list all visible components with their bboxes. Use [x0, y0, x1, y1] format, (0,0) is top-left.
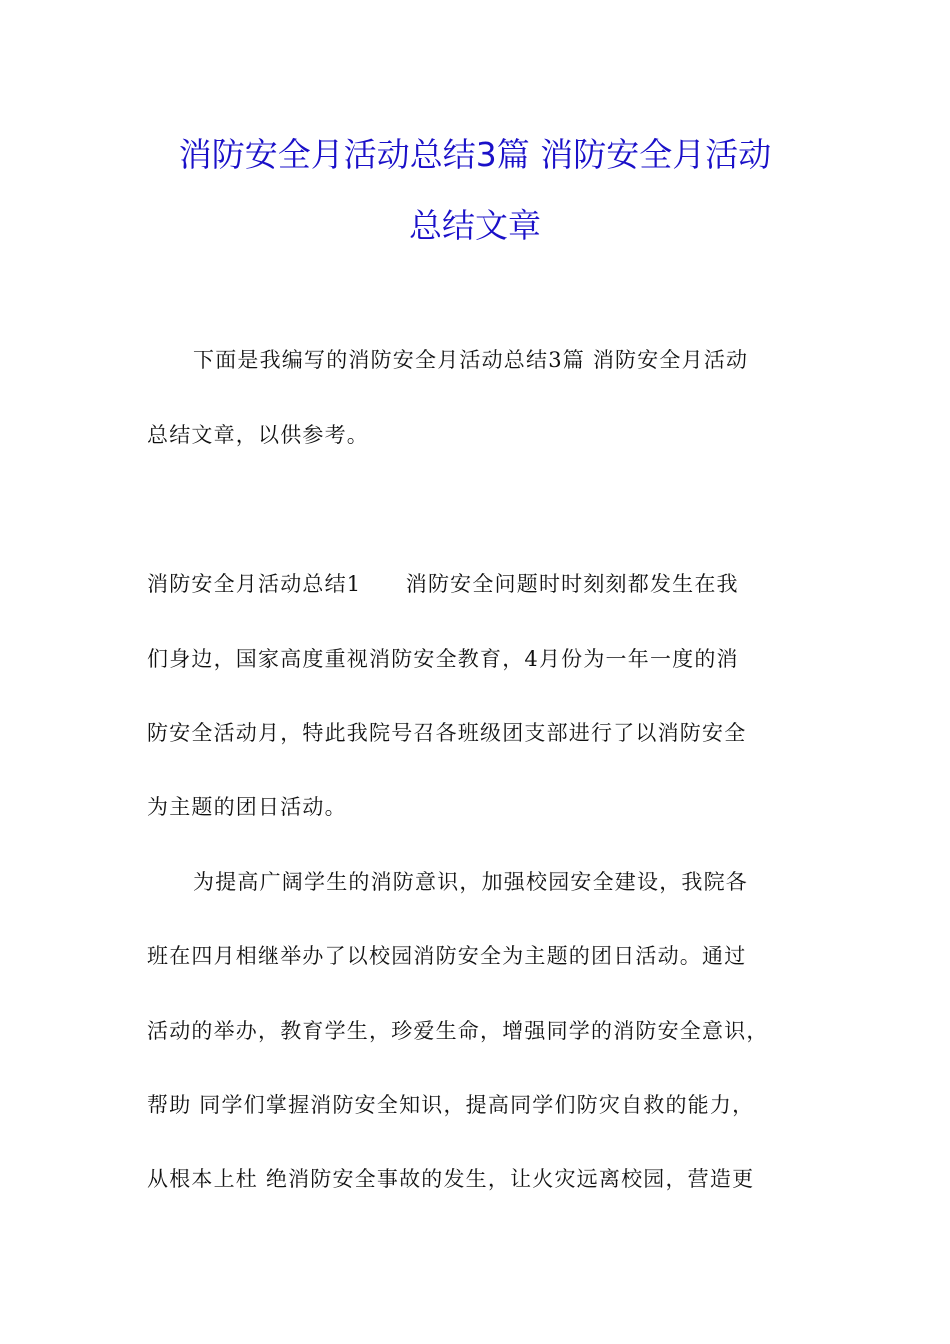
- section1-line-3: 防安全活动月，特此我院号召各班级团支部进行了以消防安全: [147, 721, 747, 745]
- document-title-line-2: 总结文章: [409, 206, 541, 245]
- section2-line-5: 从根本上杜 绝消防安全事故的发生，让火灾远离校园，营造更: [147, 1167, 755, 1191]
- section1-line-2: 们身边，国家高度重视消防安全教育，4月份为一年一度的消: [147, 647, 739, 671]
- section2-line-3: 活动的举办，教育学生，珍爱生命，增强同学的消防安全意识，: [147, 1019, 769, 1043]
- document-title-line-1: 消防安全月活动总结3篇 消防安全月活动: [178, 135, 772, 174]
- intro-line-1: 下面是我编写的消防安全月活动总结3篇 消防安全月活动: [193, 348, 749, 372]
- section1-line-1: 消防安全月活动总结1 消防安全问题时时刻刻都发生在我: [147, 572, 739, 596]
- intro-line-2: 总结文章，以供参考。: [147, 423, 369, 447]
- section1-line-4: 为主题的团日活动。: [147, 795, 347, 819]
- section2-line-2: 班在四月相继举办了以校园消防安全为主题的团日活动。通过: [147, 944, 747, 968]
- section2-line-4: 帮助 同学们掌握消防安全知识，提高同学们防灾自救的能力，: [147, 1093, 755, 1117]
- section2-line-1: 为提高广阔学生的消防意识，加强校园安全建设，我院各: [193, 870, 748, 894]
